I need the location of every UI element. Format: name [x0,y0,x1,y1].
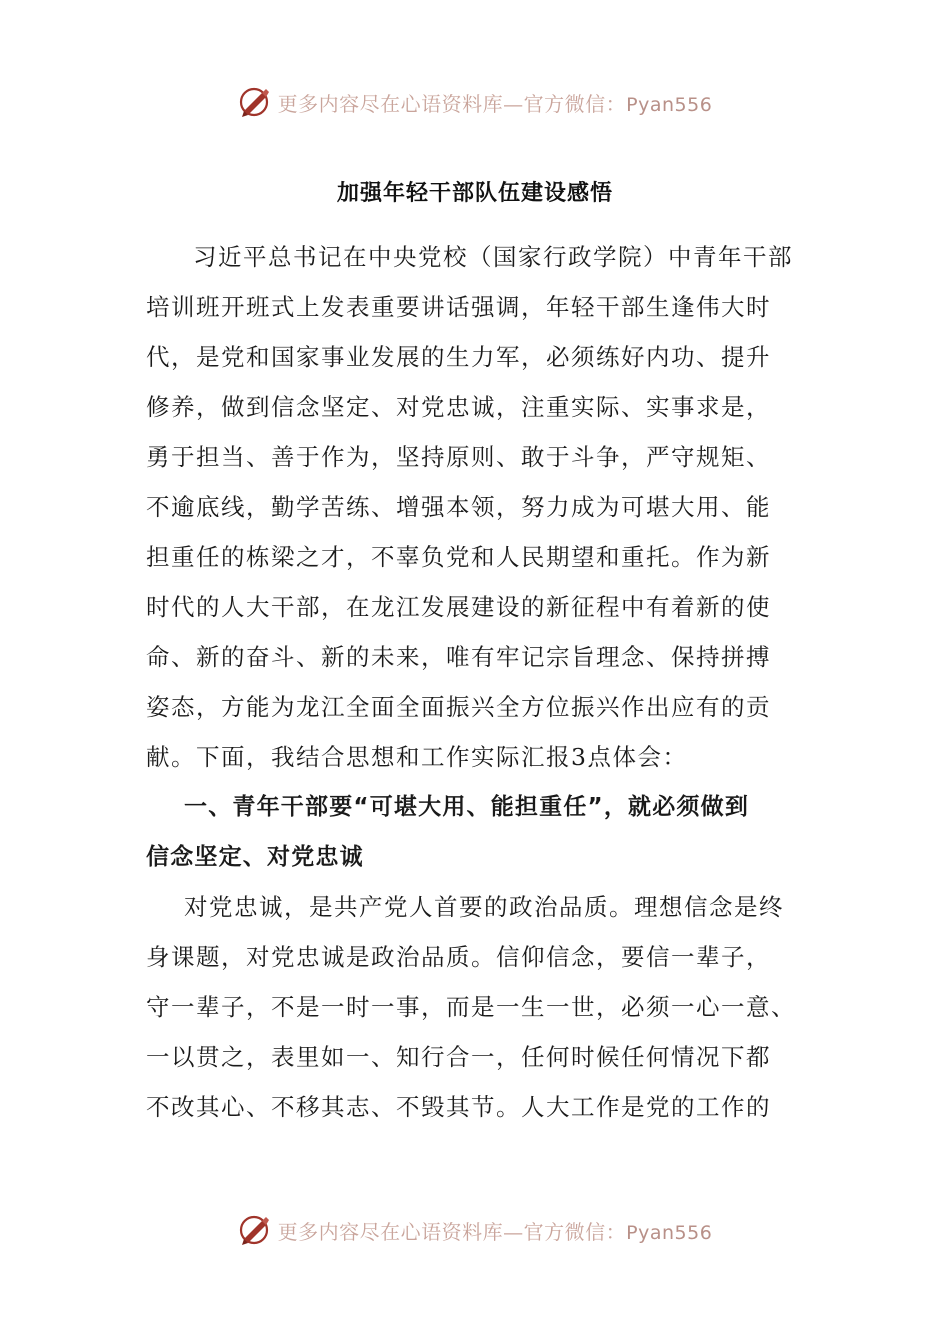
text-line: 身课题，对党忠诚是政治品质。信仰信念，要信一辈子， [146,943,771,971]
banner-text [278,1216,713,1245]
wechat-id: Pyan556 [626,1221,713,1244]
document-body [146,232,806,1132]
text-line: 担重任的栋梁之才，不辜负党和人民期望和重托。作为新 [146,543,771,571]
text-line: 勇于担当、善于作为，坚持原则、敢于斗争，严守规矩、 [146,443,771,471]
text-line: 守一辈子，不是一时一事，而是一生一世，必须一心一意、 [146,993,796,1021]
header-banner [0,82,950,122]
text-line: 命、新的奋斗、新的未来，唯有牢记宗旨理念、保持拼搏 [146,643,771,671]
heading-line: 一、青年干部要“可堪大用、能担重任”，就必须做到 [184,794,750,820]
text-line: 培训班开班式上发表重要讲话强调，年轻干部生逢伟大时 [146,293,771,321]
heading-line: 信念坚定、对党忠诚 [146,844,364,870]
text-line: 一以贯之，表里如一、知行合一，任何时候任何情况下都 [146,1043,771,1071]
pen-logo-icon [238,85,272,119]
banner-label: 更多内容尽在心语资料库—官方微信： [277,91,627,116]
text-line: 习近平总书记在中央党校（国家行政学院）中青年干部 [193,243,793,271]
text-line: 代，是党和国家事业发展的生力军，必须练好内功、提升 [146,343,771,371]
pen-logo-icon [238,1213,272,1247]
text-line: 不逾底线，勤学苦练、增强本领，努力成为可堪大用、能 [146,493,771,521]
text-line: 时代的人大干部，在龙江发展建设的新征程中有着新的使 [146,593,771,621]
section-heading-1 [146,782,806,882]
banner-label: 更多内容尽在心语资料库—官方微信： [277,1219,627,1244]
text-line: 修养，做到信念坚定、对党忠诚，注重实际、实事求是， [146,393,771,421]
text-line: 对党忠诚，是共产党人首要的政治品质。理想信念是终 [184,893,784,921]
text-line: 不改其心、不移其志、不毁其节。人大工作是党的工作的 [146,1093,771,1121]
wechat-id: Pyan556 [626,93,713,116]
paragraph-1 [146,232,806,782]
banner-text [278,88,713,117]
paragraph-2 [146,882,806,1132]
text-line: 献。下面，我结合思想和工作实际汇报3点体会： [146,743,688,771]
text-line: 姿态，方能为龙江全面全面振兴全方位振兴作出应有的贡 [146,693,771,721]
document-title: 加强年轻干部队伍建设感悟 [336,181,613,206]
footer-banner [0,1210,950,1250]
